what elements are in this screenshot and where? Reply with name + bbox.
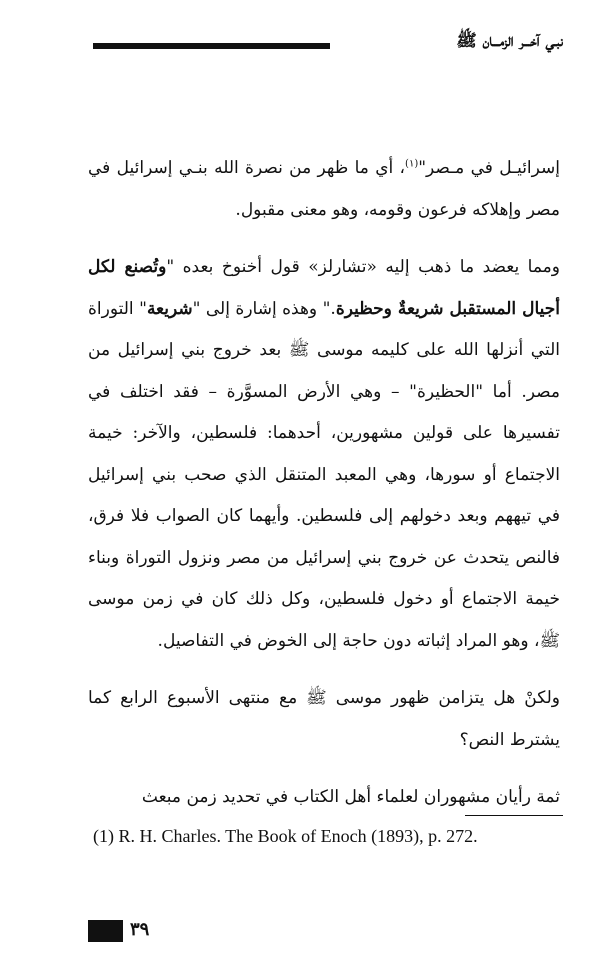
- paragraph-1-start: إسرائيـل في مـصر": [418, 158, 560, 178]
- footnote-rule: [465, 815, 563, 816]
- paragraph-2-part-3: " التوراة التي أنزلها الله على كليمه موسى ﷺ بعد خروج بني إسرائيل من مصر. أما "الحظيرة" – وهي الأرض المسوَّرة – فقد اختلف في تفسيرها على قولين مشهورين، أحدهما: فلسطين، والآخر: خيمة الاجتماع أو سورها، وهي المعبد المتنقل الذي صحب بني إسرائيل في تيههم وبعد دخولهم إلى فلسطين. وأيهما كان الصواب فلا فرق، فالنص يتحدث عن خروج بني إسرائيل من مصر ونزول التوراة وبناء خيمة الاجتماع أو دخول فلسطين، وكل ذلك كان في زمن موسى ﷺ، وهو المراد إثباته دون حاجة إلى الخوض في التفاصيل.: [88, 298, 560, 651]
- footnote-reference: (١): [405, 158, 419, 170]
- paragraph-2: [88, 247, 560, 662]
- quoted-phrase: وتُصنع لكل أجيال المستقبل شريعةٌ وحظيرة: [88, 257, 560, 319]
- paragraph-2-part-1: ومما يعضد ما ذهب إليه «تشارلز» قول أخنوخ بعده ": [166, 257, 560, 277]
- page-number: ٣٩: [130, 919, 150, 940]
- paragraph-3: ولكنْ هل يتزامن ظهور موسى ﷺ مع منتهى الأسبوع الرابع كما يشترط النص؟: [88, 688, 560, 750]
- paragraph-1-rest: ، أي ما ظهر من نصرة الله بنـي إسرائيل في مصر وإهلاكه فرعون وقومه، وهو معنى مقبول.: [88, 158, 560, 220]
- header-rule: [93, 43, 330, 49]
- paragraph-2-part-2: ." وهذه إشارة إلى ": [192, 298, 336, 319]
- folio-block: [88, 920, 123, 942]
- body-text: [88, 148, 560, 819]
- term-shariah: شريعة: [146, 298, 193, 319]
- running-head: نبـي آخـــر الزمـــان ﷺ: [456, 31, 563, 51]
- paragraph-1: [88, 148, 560, 231]
- footnote: (1) R. H. Charles. The Book of Enoch (1893), p. 272.: [93, 826, 478, 846]
- paragraph-4: ثمة رأيان مشهوران لعلماء أهل الكتاب في تحديد زمن مبعث: [141, 787, 560, 807]
